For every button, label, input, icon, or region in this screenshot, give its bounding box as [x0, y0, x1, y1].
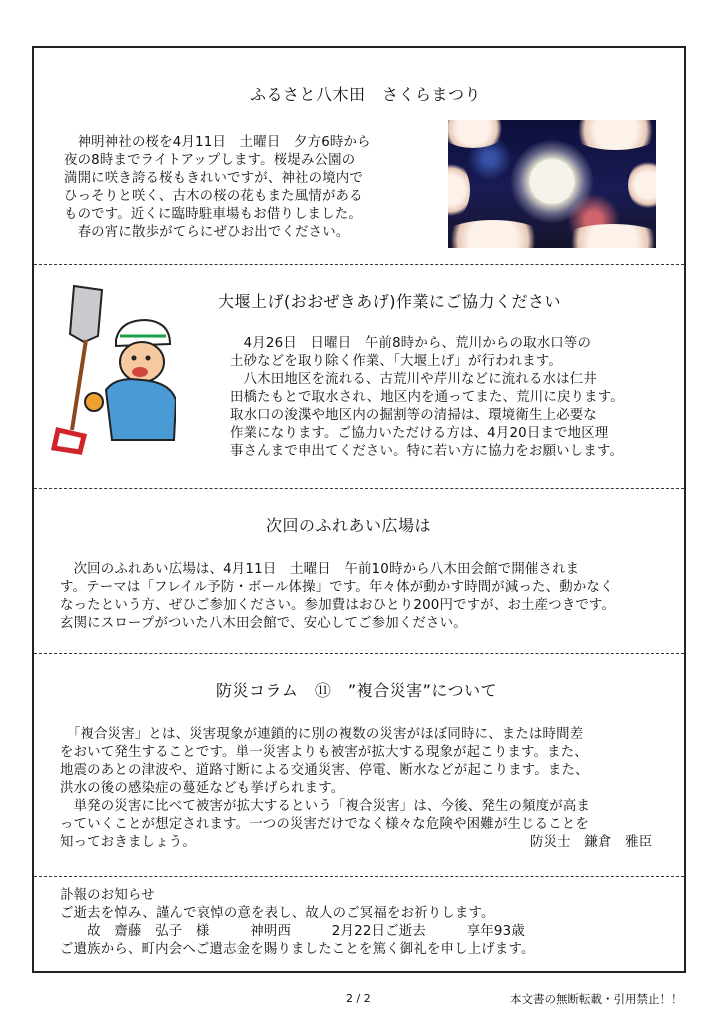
fuhou-line: ご遺族から、町内会へご遺志金を賜りましたことを篤く御礼を申し上げます。	[60, 942, 535, 957]
moon-cherry-blossom-image	[448, 120, 656, 248]
oozeki-line: 田橋たもとで取水され、地区内を通ってまた、荒川に戻ります。	[230, 390, 624, 405]
bousai-title: 防災コラム ⑪ ”複合災害”について	[216, 681, 498, 700]
sakura-title: ふるさと八木田 さくらまつり	[250, 85, 482, 104]
sakura-line: 満開に咲き誇る桜もきれいですが、神社の境内で	[64, 171, 363, 186]
fuhou-section	[34, 877, 684, 973]
fuhou-title: 訃報のお知らせ	[60, 888, 155, 903]
copyright-notice: 本文書の無断転載・引用禁止！！	[510, 992, 683, 1006]
oozeki-line: 4月26日 日曜日 午前8時から、荒川からの取水口等の	[230, 336, 592, 351]
fuhou-line: ご逝去を悼み、謹んで哀悼の意を表し、故人のご冥福をお祈りします。	[60, 906, 495, 921]
bousai-line: 単発の災害に比べて被害が拡大するという「複合災害」は、今後、発生の頻度が高ま	[60, 799, 591, 814]
newsletter-frame	[32, 46, 686, 973]
oozeki-line: 取水口の浚渫や地区内の掘割等の清掃は、環境衛生上必要な	[230, 408, 597, 423]
fuhou-line: 故 齋藤 弘子 様 神明西 2月22日ご逝去 享年93歳	[60, 924, 525, 939]
oozeki-line: 八木田地区を流れる、古荒川や芹川などに流れる水は仁井	[230, 372, 597, 387]
fureai-title: 次回のふれあい広場は	[266, 516, 432, 535]
fureai-line: 次回のふれあい広場は、4月11日 土曜日 午前10時から八木田会館で開催されま	[60, 562, 580, 577]
bousai-line: 地震のあとの津波や、道路寸断による交通災害、停電、断水などが起こります。また、	[60, 763, 589, 778]
bousai-line: 洪水の後の感染症の蔓延なども挙げられます。	[60, 781, 345, 796]
bousai-line: をおいて発生することです。単一災害よりも被害が拡大する現象が起こります。また、	[60, 745, 588, 760]
oozeki-section	[34, 265, 684, 489]
sakura-line: ひっそりと咲く、古木の桜の花もまた風情がある	[64, 189, 363, 204]
oozeki-line: 土砂などを取り除く作業、「大堰上げ」が行われます。	[230, 354, 562, 369]
oozeki-line: 事さんまで申出てください。特に若い方に協力をお願いします。	[230, 444, 624, 459]
bousai-line: っていくことが想定されます。一つの災害だけでなく様々な危険や困難が生じることを	[60, 817, 589, 832]
oozeki-title: 大堰上げ(おおぜきあげ)作業にご協力ください	[218, 292, 562, 311]
fureai-section	[34, 489, 684, 653]
oozeki-line: 作業になります。ご協力いただける方は、4月20日まで地区理	[230, 426, 609, 441]
fureai-line: なったという方、ぜひご参加ください。参加費はおひとり200円ですが、お土産つきです。	[60, 598, 616, 613]
fureai-line: 玄関にスロープがついた八木田会館で、安心してご参加ください。	[60, 616, 467, 631]
fureai-line: す。テーマは「フレイル予防・ボール体操」です。年々体が動かす時間が減った、動かなく	[60, 580, 614, 595]
sakura-line: 神明神社の桜を4月11日 土曜日 夕方6時から	[64, 135, 371, 150]
bousai-section	[34, 654, 684, 876]
sakura-line: 春の宵に散歩がてらにぜひお出でください。	[64, 225, 350, 240]
sakura-line: 夜の8時までライトアップします。桜堤み公園の	[64, 153, 356, 168]
page-number: 2 / 2	[346, 992, 371, 1005]
sakura-line: ものです。近くに臨時駐車場もお借りしました。	[64, 207, 362, 222]
bousai-author: 防災士 鎌倉 雅臣	[530, 835, 653, 850]
bousai-line: 知っておきましょう。	[60, 835, 196, 850]
bousai-line: 「複合災害」とは、災害現象が連鎖的に別の複数の災害がほぼ同時に、または時間差	[60, 727, 584, 742]
